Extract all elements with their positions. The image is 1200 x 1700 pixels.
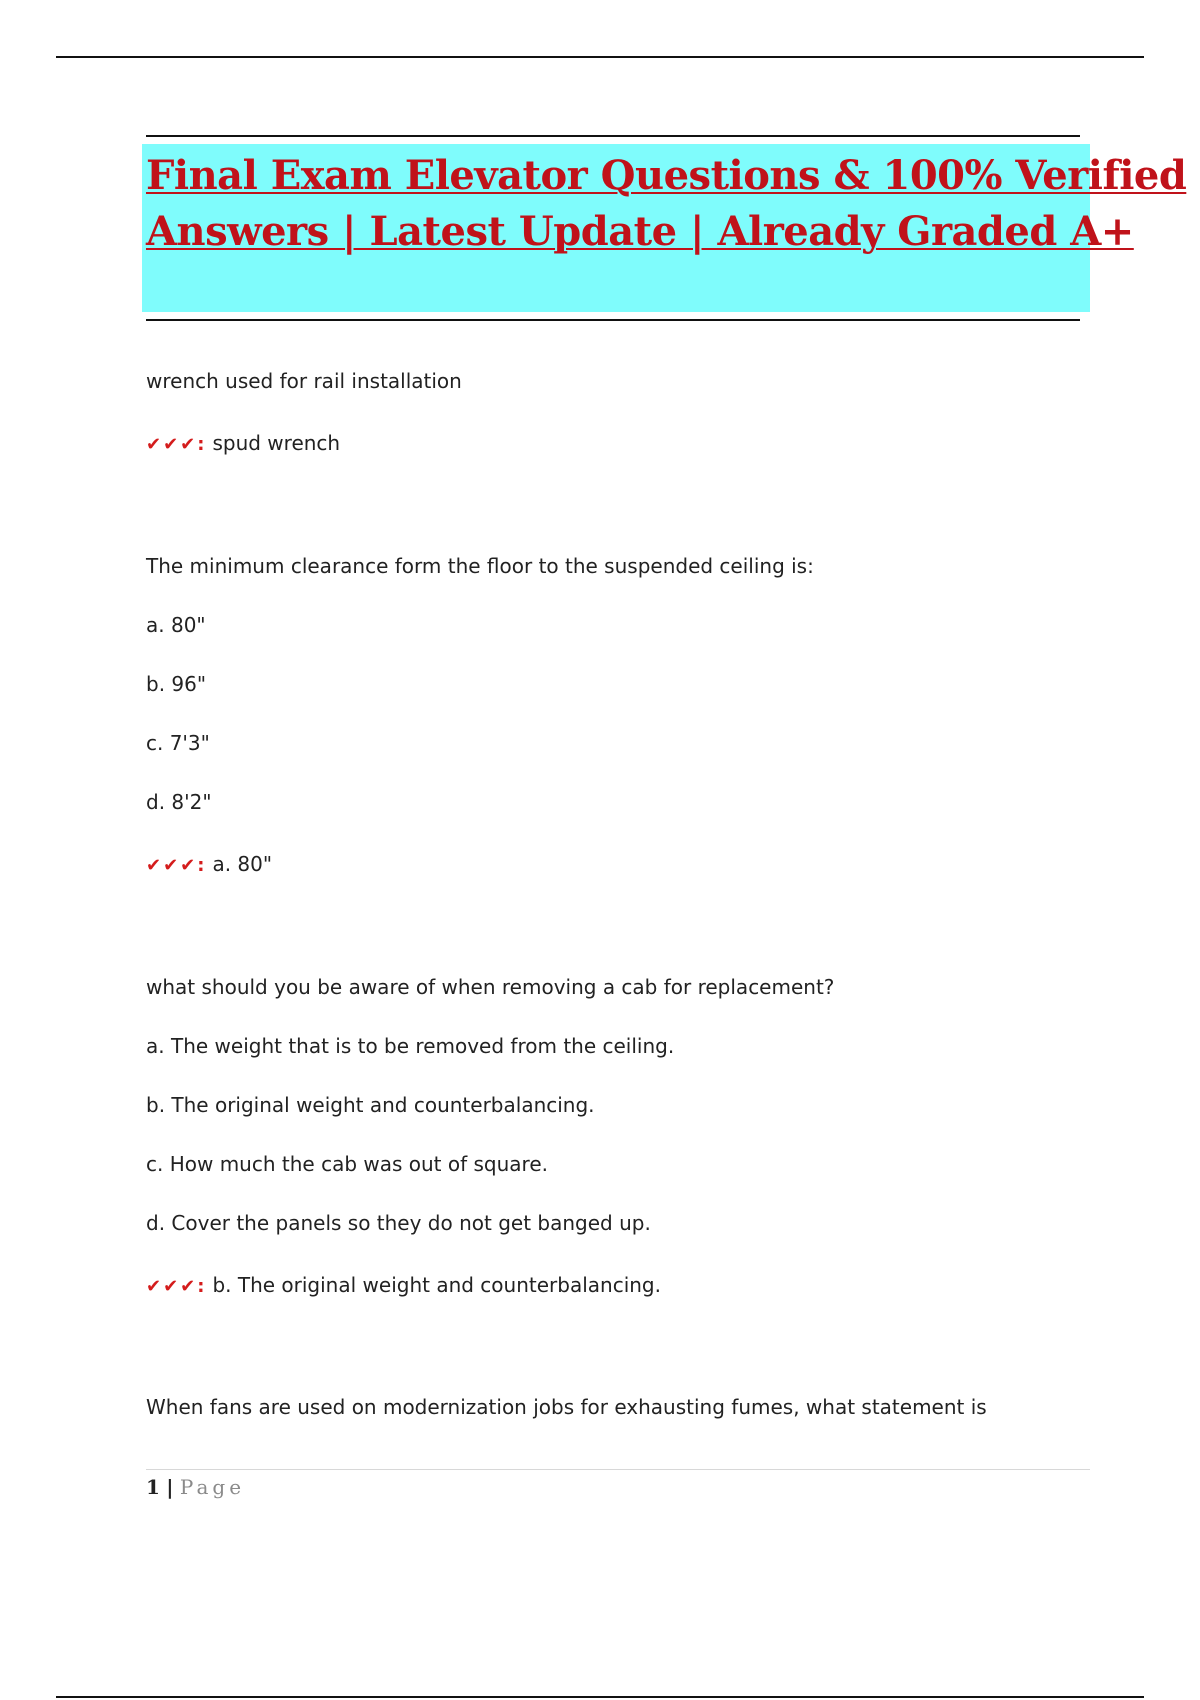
check-marks-icon: ✔✔✔:	[146, 1276, 207, 1297]
answer-1	[146, 431, 340, 455]
question-2-option-d: d. 8'2"	[146, 790, 212, 814]
question-3-option-b: b. The original weight and counterbalancing.	[146, 1093, 595, 1117]
title-line-2: Answers | Latest Update | Already Graded A+	[146, 208, 1134, 255]
question-3: what should you be aware of when removing a cab for replacement?	[146, 975, 835, 999]
page-number: 1	[146, 1475, 160, 1499]
page-footer	[146, 1475, 245, 1499]
title-banner	[142, 144, 1187, 312]
title-line-1: Final Exam Elevator Questions & 100% Verified	[146, 152, 1187, 199]
document-title	[146, 148, 1187, 260]
page-label: Page	[179, 1475, 246, 1499]
page-top-rule	[56, 56, 1144, 58]
answer-2	[146, 852, 272, 876]
check-marks-icon: ✔✔✔:	[146, 855, 207, 876]
answer-1-text: spud wrench	[212, 431, 341, 455]
check-marks-icon: ✔✔✔:	[146, 434, 207, 455]
question-4: When fans are used on modernization jobs for exhausting fumes, what statement is	[146, 1395, 987, 1419]
page-bottom-rule	[56, 1696, 1144, 1698]
page-separator: |	[166, 1475, 174, 1499]
question-2: The minimum clearance form the floor to the suspended ceiling is:	[146, 554, 814, 578]
answer-3	[146, 1273, 661, 1297]
question-2-option-a: a. 80"	[146, 613, 206, 637]
question-3-option-c: c. How much the cab was out of square.	[146, 1152, 549, 1176]
title-top-rule	[146, 135, 1080, 137]
question-2-option-b: b. 96"	[146, 672, 207, 696]
title-bottom-rule	[146, 319, 1080, 321]
question-3-option-a: a. The weight that is to be removed from the ceiling.	[146, 1034, 675, 1058]
question-3-option-d: d. Cover the panels so they do not get banged up.	[146, 1211, 651, 1235]
question-1: wrench used for rail installation	[146, 369, 462, 393]
question-2-option-c: c. 7'3"	[146, 731, 210, 755]
footer-rule	[146, 1469, 1090, 1470]
answer-2-text: a. 80"	[212, 852, 273, 876]
answer-3-text: b. The original weight and counterbalancing.	[212, 1273, 661, 1297]
